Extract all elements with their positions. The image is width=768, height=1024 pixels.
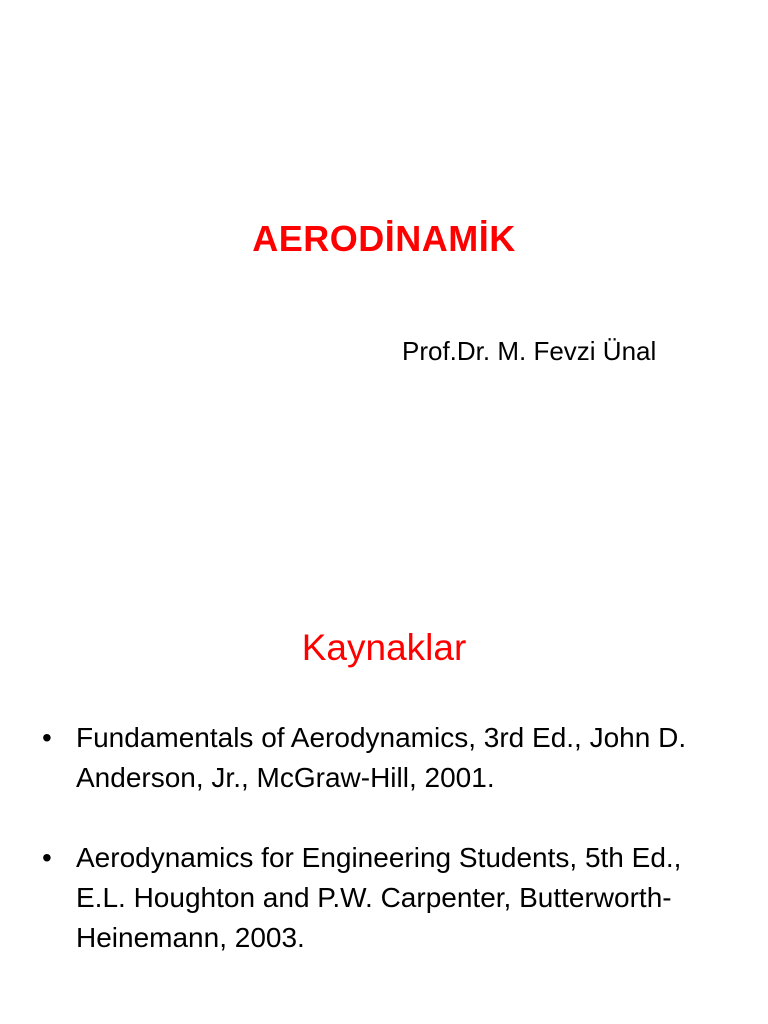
- reference-item: [40, 838, 730, 958]
- reference-item: [40, 718, 730, 798]
- reference-text: Fundamentals of Aerodynamics, 3rd Ed., John D. Anderson, Jr., McGraw-Hill, 2001.: [76, 722, 687, 793]
- slide-title: AERODİNAMİK: [252, 218, 516, 259]
- bullet-icon: •: [42, 722, 52, 753]
- references-heading: Kaynaklar: [301, 627, 467, 668]
- bullet-icon: •: [42, 842, 52, 873]
- reference-text: Aerodynamics for Engineering Students, 5th Ed., E.L. Houghton and P.W. Carpenter, Butterworth-Heinemann, 2003.: [76, 842, 682, 953]
- author-name: Prof.Dr. M. Fevzi Ünal: [402, 336, 657, 366]
- reference-list: [40, 718, 730, 998]
- references-slide: [0, 512, 768, 1024]
